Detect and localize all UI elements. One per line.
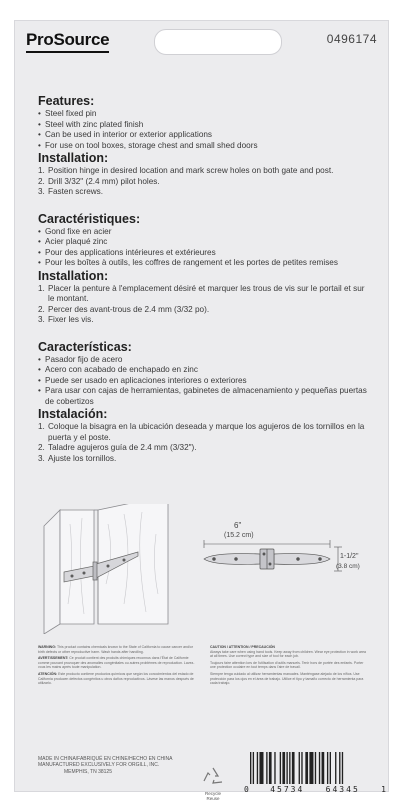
barcode-bar [289,752,290,784]
width-label: 1-1/2" [340,553,359,560]
barcode-bar [327,752,328,784]
install-step: 3. Ajuste los tornillos. [38,453,117,463]
install-step: 1. Placer la penture à l'emplacement désiré et marquer les trous de vis sur le portail et sur le montant. [38,283,365,303]
install-steps-en [38,166,368,198]
barcode-bar [274,752,275,784]
feature-item: • For use on tool boxes, storage chest and small shed doors [38,141,368,152]
barcode-bar [253,752,254,784]
barcode-bar [335,752,336,784]
barcode-bar [257,752,258,784]
barcode-bar [250,752,251,784]
barcode-bar [269,752,272,784]
install-step: 2. Taladre agujeros guía de 2.4 mm (3/32"). [38,443,197,452]
brand-logo: ProSource [26,30,109,53]
feature-item: • Can be used in interior or exterior applications [38,130,368,141]
feature-item: • Pour les boîtes à outils, les coffres de rangement et les portes de petites remises [38,258,368,269]
legal-text [38,645,368,703]
instructions-text [38,94,368,464]
hinge-illustration [38,504,368,634]
barcode-bars [250,752,380,784]
feature-item: • Puede ser usado en aplicaciones interiores o exteriores [38,376,368,387]
install-step: 1. Coloque la bisagra en la ubicación deseada y marque los agujeros de los tornillos en la puerta y el poste. [38,422,365,442]
recycle-icon [202,766,224,786]
features-title-fr: Caractéristiques: [38,211,141,226]
barcode-bar [301,752,302,784]
features-list-fr [38,227,368,269]
features-list-es [38,355,368,408]
install-step: 3. Fasten screws. [38,187,104,196]
install-step: 1. Position hinge in desired location and mark screw holes on both gate and post. [38,166,334,175]
length-label: 6" [234,521,242,530]
feature-item: • Pour des applications intérieures et extérieures [38,248,368,259]
barcode-bar [259,752,263,784]
barcode-bar [305,752,308,784]
width-metric: (3.8 cm) [336,563,360,570]
feature-item: • Steel fixed pin [38,109,368,120]
caution-text: CAUTION / ATTENTION / PRECAUCIÓN Always take care when using hand tools. Keep away from children. Wear eye protection in work area at all times. Use correct type and size of tool for each job. Toujours faire attention lors de l'utilisation d'outils manuels. Tenir hors de portée des enfants. Porter une protection oculaire en tout temps dans l'aire de travail. Siempre tenga cuidado al utilizar herramientas manuales. Manténgase alejado de los niños. Use protección para los ojos en el área de trabajo. Utilice el tipo y tamaño correcto de herramienta para cada trabajo. [210,645,366,686]
install-step: 3. Fixer les vis. [38,315,94,324]
feature-item: • Steel with zinc plated finish [38,120,368,131]
length-metric: (15.2 cm) [224,532,254,539]
barcode-bar [280,752,281,784]
barcode-bar [339,752,340,784]
features-title-en: Features: [38,94,95,108]
install-title-en: Installation: [38,151,109,165]
install-step: 2. Drill 3/32" (2.4 mm) pilot holes. [38,176,160,186]
install-title-fr: Installation: [38,268,109,283]
barcode-bar [292,752,295,784]
barcode-bar [319,752,320,784]
feature-item: • Pasador fijo de acero [38,355,368,366]
sku-number: 0496174 [326,32,377,46]
upc-barcode [244,752,386,796]
barcode-digits: 0 45734 64345 1 [244,785,386,794]
barcode-bar [309,752,313,784]
install-step: 2. Percer des avant-trous de 2.4 mm (3/32 po). [38,304,210,314]
feature-item: • Gond fixe en acier [38,227,368,238]
barcode-bar [322,752,325,784]
install-steps-fr [38,284,368,326]
feature-item: • Acero con acabado de enchapado en zinc [38,365,368,376]
features-title-es: Características: [38,339,132,354]
barcode-bar [315,752,316,784]
install-steps-es [38,422,368,464]
t-hinge-icon [204,549,330,569]
origin-info: MADE IN CHINA/FABRIQUÉ EN CHINE/HECHO EN CHINA MANUFACTURED EXCLUSIVELY FOR ORGILL, INC. MEMPHIS, TN 38125 [38,756,173,775]
feature-item: • Para usar con cajas de herramientas, gabinetes de almacenamiento y pequeñas puertas de cobertizos [38,386,368,407]
recycle-label: Recycle Reuse [204,791,221,801]
barcode-bar [282,752,285,784]
install-title-es: Instalación: [38,407,108,421]
feature-item: • Acier plaqué zinc [38,237,368,248]
barcode-bar [342,752,343,784]
recycle-mark [198,766,228,801]
barcode-bar [286,752,287,784]
prop65-warnings: WARNING: This product contains chemicals known to the State of California to cause cancer and/or birth defects or other reproductive harm. Wash hands after handling. AVERTISSEMENT: Ce produit contient des produits chimiques reconnus dans l'État de Californie comme pouvant provoquer des anomalies congénitales ou autres problèmes de reproduction. Lavez-vous les mains après toute manipulation. ATENCIÓN: Este producto contiene productos químicos que según los conocimientos del estado de California producen defectos congénitos u otros daños reproductivos. Lávese las manos después de utilizarlo. [38,645,195,686]
features-list-en [38,109,368,151]
barcode-bar [266,752,267,784]
barcode-bar [330,752,331,784]
barcode-bar [299,752,300,784]
hang-hole [154,29,282,55]
